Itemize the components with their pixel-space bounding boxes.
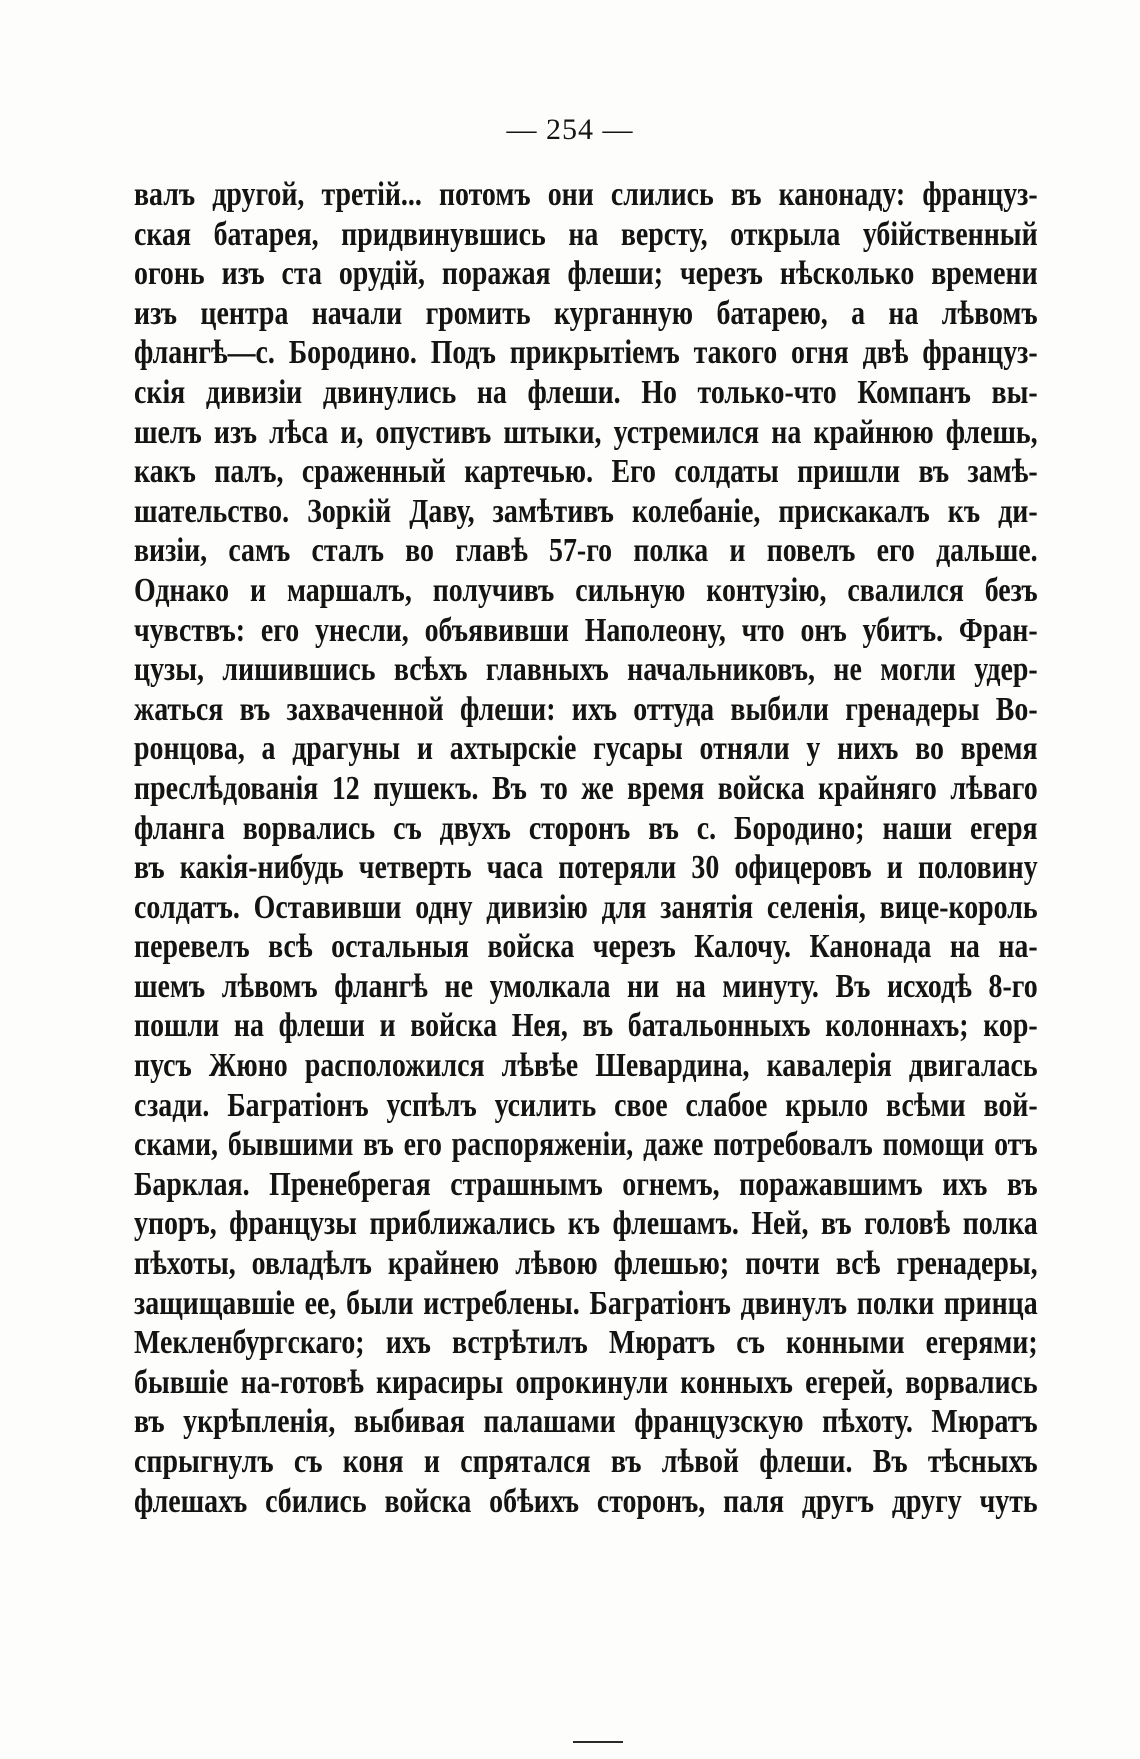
text-line: пошли на флеши и войска Нея, въ батальонныхъ колоннахъ; кор- [134,1007,1038,1045]
text-line: пѣхоты, овладѣлъ крайнею лѣвою флешью; почти всѣ гренадеры, [134,1245,1038,1283]
text-line: визіи, самъ сталъ во главѣ 57-го полка и повелъ его дальше. [134,532,1038,570]
text-line: преслѣдованія 12 пушекъ. Въ то же время войска крайняго лѣваго [134,769,1038,807]
text-line: огонь изъ ста орудій, поражая флеши; черезъ нѣсколько времени [134,255,1038,293]
text-line: валъ другой, третій... потомъ они слились въ канонаду: француз- [134,176,1038,213]
text-line: перевелъ всѣ остальныя войска черезъ Калочу. Канонада на на- [134,928,1038,966]
text-line: сзади. Багратіонъ успѣлъ усилить свое слабое крыло всѣми вой- [134,1086,1038,1124]
text-line: изъ центра начали громить курганную батарею, а на лѣвомъ [134,294,1038,332]
text-line: скія дивизіи двинулись на флеши. Но только-что Компанъ вы- [134,373,1038,411]
page-number: — 254 — [506,113,634,146]
text-line: Мекленбургскаго; ихъ встрѣтилъ Мюратъ съ конными егерями; [134,1324,1038,1362]
text-line: сками, бывшими въ его распоряженіи, даже потребовалъ помощи отъ [134,1126,1038,1164]
page-body [134,175,1038,1521]
text-line: флангѣ—с. Бородино. Подъ прикрытіемъ такого огня двѣ француз- [134,334,1038,372]
text-line: шелъ изъ лѣса и, опустивъ штыки, устремился на крайнюю флешь, [134,413,1038,451]
text-line: упоръ, французы приближались къ флешамъ. Ней, въ головѣ полка [134,1205,1038,1243]
text-line: фланга ворвались съ двухъ сторонъ въ с. Бородино; наши егеря [134,809,1038,847]
text-line: какъ палъ, сраженный картечью. Его солдаты пришли въ замѣ- [134,453,1038,491]
text-line: ронцова, а драгуны и ахтырскіе гусары отняли у нихъ во время [134,730,1038,768]
text-line: въ какія-нибудь четверть часа потеряли 30 офицеровъ и половину [134,849,1038,887]
text-line: солдатъ. Оставивши одну дивизію для занятія селенія, вице-король [134,888,1038,926]
text-line: ская батарея, придвинувшись на версту, открыла убійственный [134,215,1038,253]
text-line: флешахъ сбились войска обѣихъ сторонъ, паля другъ другу чуть [134,1482,1038,1520]
text-line: Однако и маршалъ, получивъ сильную контузію, свалился безъ [134,571,1038,609]
footer-rule [573,1741,623,1743]
text-line: бывшіе на-готовѣ кирасиры опрокинули конныхъ егерей, ворвались [134,1363,1038,1401]
text-line: шемъ лѣвомъ флангѣ не умолкала ни на минуту. Въ исходѣ 8-го [134,967,1038,1005]
text-line: пусъ Жюно расположился лѣвѣе Шевардина, кавалерія двигалась [134,1047,1038,1085]
text-line: шательство. Зоркій Даву, замѣтивъ колебаніе, прискакалъ къ ди- [134,492,1038,530]
text-line: въ укрѣпленія, выбивая палашами французскую пѣхоту. Мюратъ [134,1403,1038,1441]
text-line: жаться въ захваченной флеши: ихъ оттуда выбили гренадеры Во- [134,690,1038,728]
text-line: защищавшіе ее, были истреблены. Багратіонъ двинулъ полки принца [134,1284,1038,1322]
text-line: спрыгнулъ съ коня и спрятался въ лѣвой флеши. Въ тѣсныхъ [134,1443,1038,1480]
text-line: Барклая. Пренебрегая страшнымъ огнемъ, поражавшимъ ихъ въ [134,1165,1038,1203]
text-line: чувствъ: его унесли, объявивши Наполеону, что онъ убитъ. Фран- [134,611,1038,649]
text-line: цузы, лишившись всѣхъ главныхъ начальниковъ, не могли удер- [134,651,1038,689]
